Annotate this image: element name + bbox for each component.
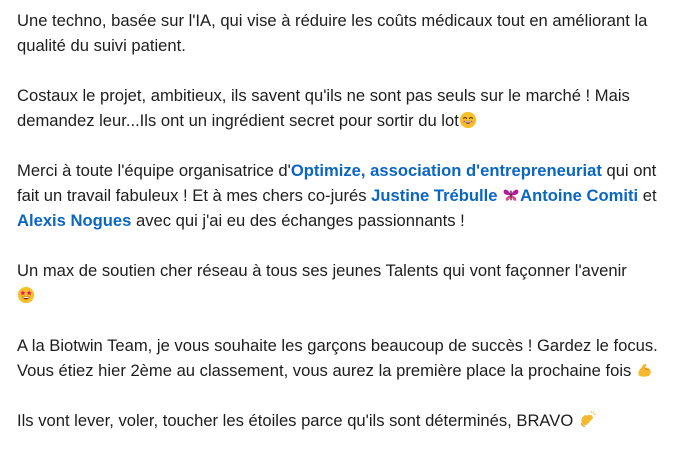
mention-justine-trebulle[interactable]: Justine Trébulle xyxy=(371,186,498,205)
paragraph-thanks-text-a: Merci à toute l'équipe organisatrice d' xyxy=(17,161,291,180)
paragraph-intro-text: Une techno, basée sur l'IA, qui vise à réduire les coûts médicaux tout en améliorant la qualité du suivi patient. xyxy=(17,11,648,55)
paragraph-project-text: Costaux le projet, ambitieux, ils savent qu'ils ne sont pas seuls sur le marché ! Mais demandez leur...Ils ont un ingrédient secret pour sortir du lot xyxy=(17,86,630,130)
mention-alexis-nogues[interactable]: Alexis Nogues xyxy=(17,211,132,230)
paragraph-thanks-text-c: et xyxy=(638,186,657,205)
paragraph-biotwin xyxy=(17,333,661,383)
paragraph-biotwin-text: A la Biotwin Team, je vous souhaite les garçons beaucoup de succès ! Gardez le focus. Vous étiez hier 2ème au classement, vous aurez la première place la prochaine fois xyxy=(17,336,658,380)
paragraph-thanks-text-b: qui ont fait un travail fabuleux ! Et à mes chers co-jurés xyxy=(17,161,657,205)
paragraph-intro xyxy=(17,8,661,58)
clapping-hands-icon xyxy=(578,411,596,429)
paragraph-bravo-text: Ils vont lever, voler, toucher les étoiles parce qu'ils sont déterminés, BRAVO xyxy=(17,411,574,430)
star-struck-icon xyxy=(17,286,35,304)
mention-optimize[interactable]: Optimize, association d'entrepreneuriat xyxy=(290,161,602,180)
paragraph-thanks-text-d: avec qui j'ai eu des échanges passionnants ! xyxy=(131,211,465,230)
grinning-face-icon xyxy=(459,111,477,129)
paragraph-support xyxy=(17,258,661,308)
paragraph-thanks xyxy=(17,158,661,233)
paragraph-support-text: Un max de soutien cher réseau à tous ses jeunes Talents qui vont façonner l'avenir xyxy=(17,261,627,280)
flexed-biceps-icon xyxy=(636,361,654,379)
paragraph-project xyxy=(17,83,661,133)
butterfly-icon xyxy=(502,186,520,204)
paragraph-bravo xyxy=(17,408,661,433)
mention-antoine-comiti[interactable]: Antoine Comiti xyxy=(520,186,639,205)
